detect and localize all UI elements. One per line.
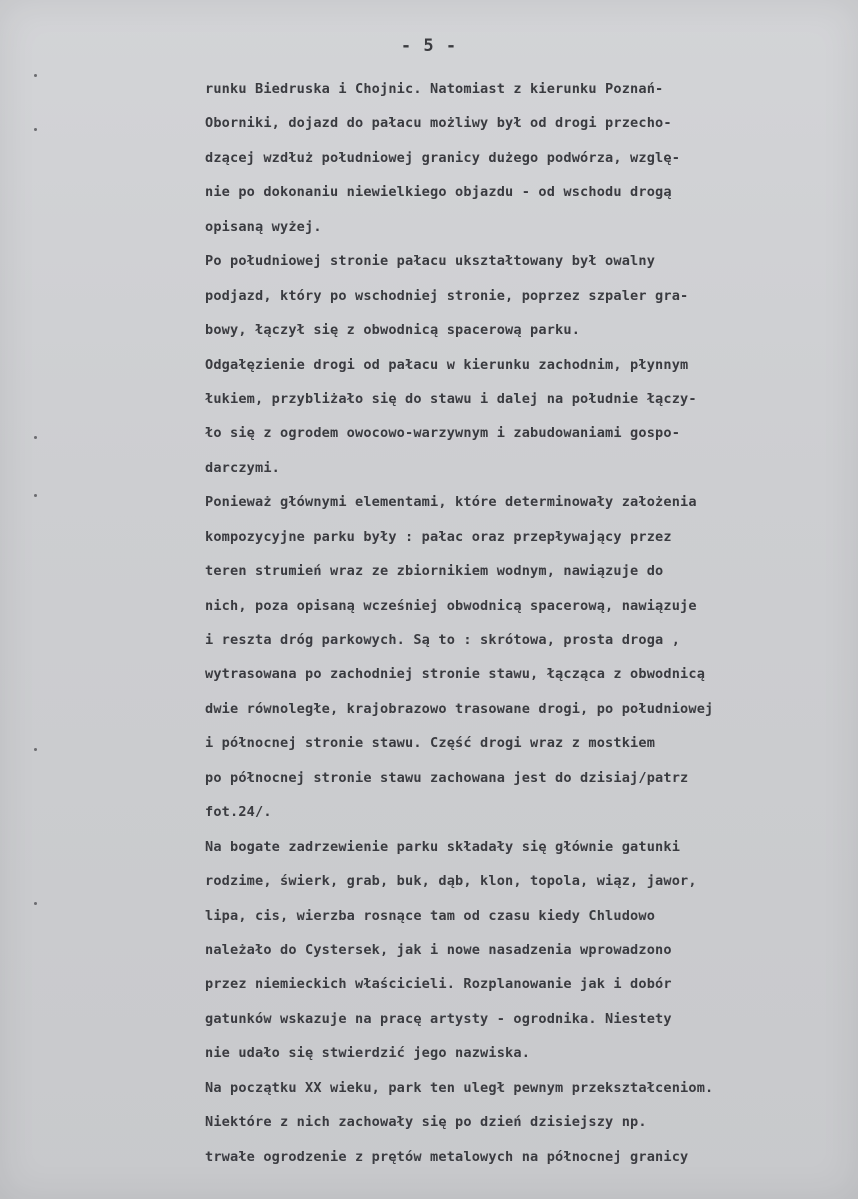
text-line: Odgałęzienie drogi od pałacu w kierunku zachodnim, płynnym (205, 356, 689, 373)
text-line: przez niemieckich właścicieli. Rozplanowanie jak i dobór (205, 976, 672, 993)
text-line: Ponieważ głównymi elementami, które determinowały założenia (205, 494, 697, 511)
text-line: lipa, cis, wierzba rosnące tam od czasu kiedy Chludowo (205, 907, 656, 924)
text-line: Niektóre z nich zachowały się po dzień dzisiejszy np. (205, 1114, 647, 1131)
page-number: - 5 - (400, 36, 458, 56)
text-line: Na początku XX wieku, park ten uległ pewnym przekształceniom. (205, 1079, 714, 1096)
text-line: rodzime, świerk, grab, buk, dąb, klon, topola, wiąz, jawor, (205, 873, 697, 890)
text-line: i reszta dróg parkowych. Są to : skrótowa, prosta droga , (205, 632, 681, 648)
punch-mark (34, 494, 37, 497)
text-line: dwie równoległe, krajobrazowo trasowane drogi, po południowej (205, 700, 714, 717)
text-line: opisaną wyżej. (205, 218, 322, 235)
text-line: wytrasowana po zachodniej stronie stawu, łącząca z obwodnicą (205, 666, 706, 683)
text-line: należało do Cystersek, jak i nowe nasadzenia wprowadzono (205, 941, 672, 958)
text-line: gatunków wskazuje na pracę artysty - ogrodnika. Niestety (205, 1010, 672, 1027)
text-line: nie po dokonaniu niewielkiego objazdu - od wschodu drogą (205, 184, 672, 201)
text-line: runku Biedruska i Chojnic. Natomiast z kierunku Poznań- (205, 81, 664, 97)
text-line: trwałe ogrodzenie z prętów metalowych na północnej granicy (205, 1148, 689, 1165)
punch-mark (34, 128, 37, 131)
text-line: Po południowej stronie pałacu ukształtowany był owalny (205, 253, 656, 270)
punch-mark (34, 436, 37, 439)
punch-mark (34, 74, 37, 77)
text-line: łukiem, przybliżało się do stawu i dalej na południe łączy- (205, 390, 697, 407)
text-line: nie udało się stwierdzić jego nazwiska. (205, 1045, 531, 1062)
text-line: dzącej wzdłuż południowej granicy dużego podwórza, wzglę- (205, 149, 681, 166)
text-line: teren strumień wraz ze zbiornikiem wodnym, nawiązuje do (205, 563, 664, 580)
typed-text-body (205, 72, 845, 1174)
punch-mark (34, 902, 37, 905)
text-line: bowy, łączył się z obwodnicą spacerową parku. (205, 322, 581, 339)
text-line: kompozycyjne parku były : pałac oraz przepływający przez (205, 528, 672, 545)
text-line: po północnej stronie stawu zachowana jest do dzisiaj/patrz (205, 769, 689, 786)
text-line: Oborniki, dojazd do pałacu możliwy był od drogi przecho- (205, 115, 672, 132)
text-line: ło się z ogrodem owocowo-warzywnym i zabudowaniami gospo- (205, 425, 681, 442)
text-line: podjazd, który po wschodniej stronie, poprzez szpaler gra- (205, 287, 689, 304)
punch-mark (34, 748, 37, 751)
text-line: nich, poza opisaną wcześniej obwodnicą spacerową, nawiązuje (205, 597, 697, 614)
text-line: Na bogate zadrzewienie parku składały się głównie gatunki (205, 838, 681, 855)
text-line: i północnej stronie stawu. Część drogi wraz z mostkiem (205, 735, 656, 752)
text-line: darczymi. (205, 459, 281, 476)
text-line: fot.24/. (205, 804, 272, 821)
